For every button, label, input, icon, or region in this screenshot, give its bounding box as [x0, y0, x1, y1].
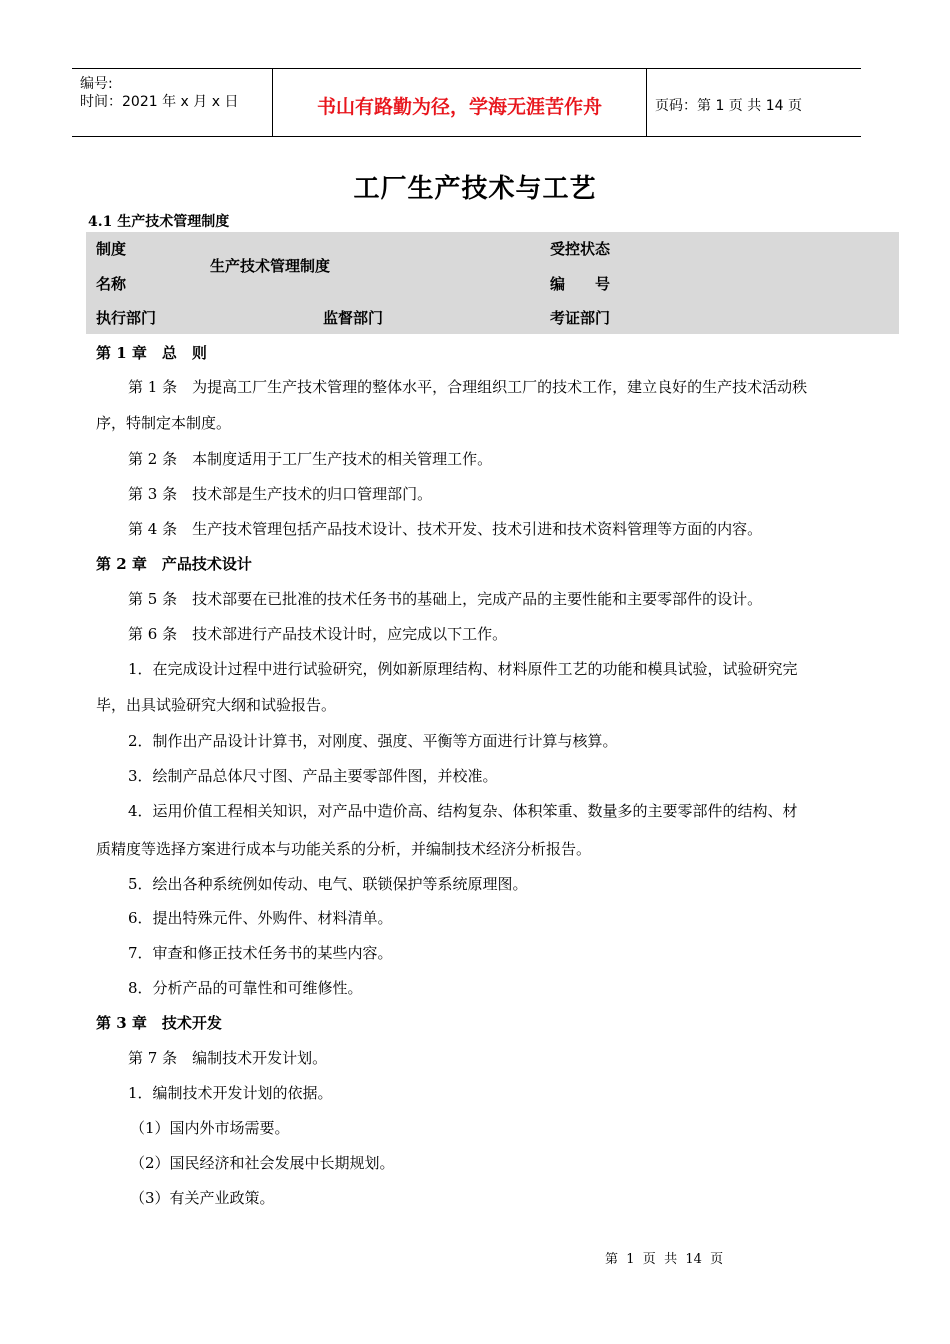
number-label: 编号: [80, 76, 113, 92]
item-6: 6．提出特殊元件、外购件、材料清单。 [128, 909, 393, 927]
page-footer: 第 1 页 共 14 页 [605, 1252, 724, 1267]
item-4-line-2: 质精度等选择方案进行成本与功能关系的分析，并编制技术经济分析报告。 [96, 840, 592, 858]
item-3: 3．绘制产品总体尺寸图、产品主要零部件图，并校准。 [128, 767, 498, 785]
label-supervising-dept: 监督部门 [323, 309, 384, 327]
item-5: 5．绘出各种系统例如传动、电气、联锁保护等系统原理图。 [128, 875, 528, 893]
label-verifying-dept: 考证部门 [550, 309, 611, 327]
header-left-cell [72, 69, 273, 136]
article-4: 第 4 条 生产技术管理包括产品技术设计、技术开发、技术引进和技术资料管理等方面的内容。 [128, 520, 763, 538]
time-label: 时间：2021 年 x 月 x 日 [80, 94, 239, 110]
document-title: 工厂生产技术与工艺 [353, 174, 597, 204]
article-1-line-1: 第 1 条 为提高工厂生产技术管理的整体水平，合理组织工厂的技术工作，建立良好的生产技术活动秩 [128, 378, 808, 396]
label-zhidu: 制度 [96, 240, 127, 258]
item-8: 8．分析产品的可靠性和可维修性。 [128, 979, 363, 997]
item-1-line-2: 毕，出具试验研究大纲和试验报告。 [96, 696, 337, 714]
item-2: 2．制作出产品设计计算书，对刚度、强度、平衡等方面进行计算与核算。 [128, 732, 618, 750]
system-name-value: 生产技术管理制度 [210, 257, 331, 275]
article-3: 第 3 条 技术部是生产技术的归口管理部门。 [128, 485, 433, 503]
article-7: 第 7 条 编制技术开发计划。 [128, 1049, 328, 1067]
label-executing-dept: 执行部门 [96, 309, 157, 327]
item-7: 7．审查和修正技术任务书的某些内容。 [128, 944, 393, 962]
document-header [72, 68, 861, 137]
label-controlled-status: 受控状态 [550, 240, 611, 258]
chapter-3-heading: 第 3 章 技术开发 [96, 1014, 222, 1032]
system-info-box [86, 232, 899, 334]
header-motto-cell [273, 69, 647, 136]
plan-basis-item-1: 1．编制技术开发计划的依据。 [128, 1084, 333, 1102]
article-2: 第 2 条 本制度适用于工厂生产技术的相关管理工作。 [128, 450, 493, 468]
sub-item-1: （1）国内外市场需要。 [130, 1119, 290, 1137]
chapter-2-heading: 第 2 章 产品技术设计 [96, 555, 252, 573]
article-6: 第 6 条 技术部进行产品技术设计时，应完成以下工作。 [128, 625, 508, 643]
motto-text: 书山有路勤为径，学海无涯苦作舟 [316, 96, 602, 118]
label-mingcheng: 名称 [96, 275, 127, 293]
label-number: 编 号 [550, 275, 611, 293]
section-heading: 4.1 生产技术管理制度 [88, 214, 230, 230]
item-1-line-1: 1．在完成设计过程中进行试验研究，例如新原理结构、材料原件工艺的功能和模具试验，试验研究完 [128, 660, 798, 678]
article-1-line-2: 序，特制定本制度。 [96, 414, 232, 432]
page-label: 页码：第 1 页 共 14 页 [655, 98, 802, 114]
sub-item-2: （2）国民经济和社会发展中长期规划。 [130, 1154, 395, 1172]
header-page-cell [647, 69, 861, 136]
sub-item-3: （3）有关产业政策。 [130, 1189, 275, 1207]
chapter-1-heading: 第 1 章 总 则 [96, 344, 207, 362]
item-4-line-1: 4．运用价值工程相关知识，对产品中造价高、结构复杂、体积笨重、数量多的主要零部件的结构、材 [128, 802, 798, 820]
article-5: 第 5 条 技术部要在已批准的技术任务书的基础上，完成产品的主要性能和主要零部件的设计。 [128, 590, 763, 608]
